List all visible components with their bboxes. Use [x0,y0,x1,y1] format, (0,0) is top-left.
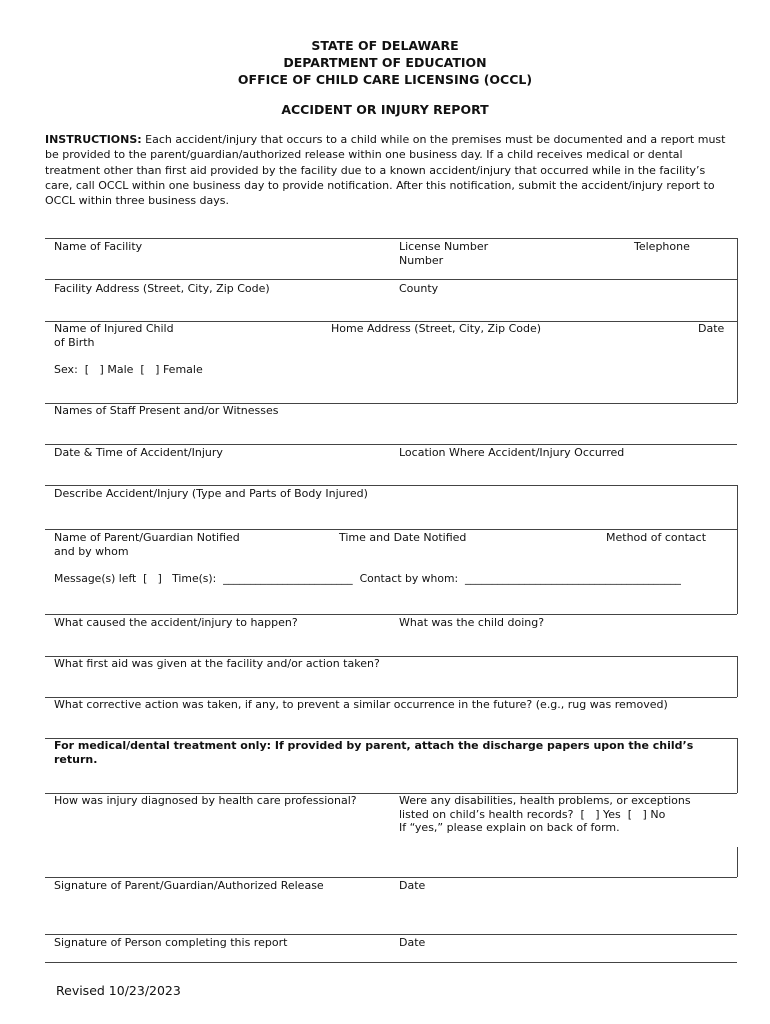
home-address-label: Home Address (Street, City, Zip Code) [331,322,542,335]
staff-witnesses-label: Names of Staff Present and/or Witnesses [54,404,279,417]
what-caused-label: What caused the accident/injury to happen? [54,616,298,629]
rule-13 [45,877,737,878]
border-right-4 [737,738,738,793]
messages-left-field: Message(s) left [ ] Time(s): ________________________ Contact by whom: ________________________________________ [54,572,681,585]
describe-label: Describe Accident/Injury (Type and Parts of Body Injured) [54,487,368,500]
rule-2 [45,279,737,280]
revised-date: Revised 10/23/2023 [56,983,181,998]
rule-6 [45,485,737,486]
first-aid-label: What first aid was given at the facility and/or action taken? [54,657,380,670]
signature-parent-label: Signature of Parent/Guardian/Authorized Release [54,879,324,892]
corrective-action-label: What corrective action was taken, if any, to prevent a similar occurrence in the future? (e.g., rug was removed) [54,698,668,711]
border-right-5 [737,847,738,877]
date-label: Date [698,322,725,335]
rule-5 [45,444,737,445]
facility-address-label: Facility Address (Street, City, Zip Code) [54,282,270,295]
diagnosed-label: How was injury diagnosed by health care professional? [54,794,357,807]
signature-person-label: Signature of Person completing this report [54,936,288,949]
sex-field: Sex: [ ] Male [ ] Female [54,363,203,376]
rule-8 [45,614,737,615]
form-title: ACCIDENT OR INJURY REPORT [281,102,489,117]
county-label: County [399,282,439,295]
border-right-2 [737,485,738,614]
disabilities-label: Were any disabilities, health problems, or exceptions listed on child’s health records? [ ] Yes [ ] No If “yes,” please explain on back of form. [399,794,691,835]
facility-name-label: Name of Facility [54,240,143,253]
instructions [45,132,735,208]
border-right-1 [737,238,738,403]
rule-7 [45,529,737,530]
method-contact-label: Method of contact [606,531,707,544]
rule-14 [45,934,737,935]
location-label: Location Where Accident/Injury Occurred [399,446,625,459]
instructions-label: INSTRUCTIONS: [45,133,142,146]
date-time-label: Date & Time of Accident/Injury [54,446,223,459]
child-doing-label: What was the child doing? [399,616,545,629]
signature-parent-date-label: Date [399,879,426,892]
instructions-text: Each accident/injury that occurs to a child while on the premises must be documented and a report must be provided to the parent/guardian/authorized release within one business day. If a child receives medical or dental treatment other than first aid provided by the facility due to a known accident/injury that occurred while in the facility’s care, call OCCL within one business day to provide notification. After this notification, submit the accident/injury report to OCCL within three business days. [45,133,726,208]
header-office: OFFICE OF CHILD CARE LICENSING (OCCL) [237,72,533,87]
child-name-label: Name of Injured Child of Birth [54,322,174,349]
signature-person-date-label: Date [399,936,426,949]
rule-1 [45,238,737,239]
medical-note: For medical/dental treatment only: If provided by parent, attach the discharge papers upon the child’s return. [54,739,694,766]
rule-15 [45,962,737,963]
time-date-notified-label: Time and Date Notified [339,531,467,544]
header-state: STATE OF DELAWARE [311,38,459,53]
border-right-3 [737,656,738,697]
telephone-label: Telephone [634,240,690,253]
license-number-label: License Number Number [399,240,489,267]
parent-notified-label: Name of Parent/Guardian Notified and by whom [54,531,240,558]
header-department: DEPARTMENT OF EDUCATION [283,55,487,70]
